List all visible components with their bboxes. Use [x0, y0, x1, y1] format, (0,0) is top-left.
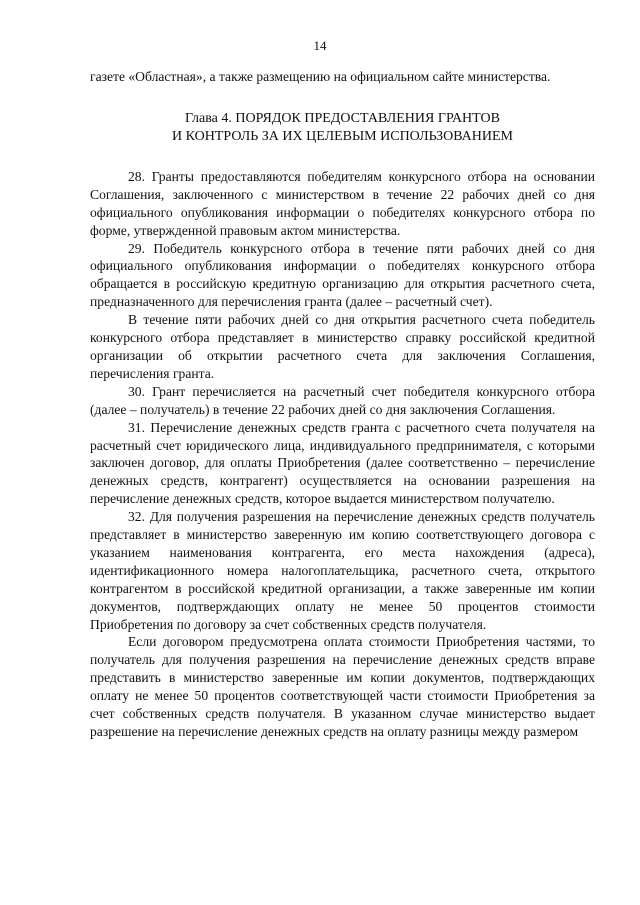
chapter-title: [90, 110, 595, 146]
paragraph-29-continuation: В течение пяти рабочих дней со дня открытия расчетного счета победитель конкурсного отбора представляет в министерство справку российской кредитной организации об открытии расчетного счета для заключения Соглашения, перечисления гранта.: [90, 312, 595, 381]
document-body: [90, 68, 595, 741]
page-number: 14: [313, 38, 327, 53]
paragraph-32: 32. Для получения разрешения на перечисление денежных средств получатель представляет в министерство заверенную им копию соответствующего договора с указанием наименования контрагента, его места нахождения (адреса), идентификационного номера налогоплательщика, расчетного счета, открытого контрагентом в российской кредитной организации, а также заверенные им копии документов, подтверждающих оплату не менее 50 процентов стоимости Приобретения по договору за счет собственных средств получателя.: [90, 509, 595, 632]
chapter-title-line-2: И КОНТРОЛЬ ЗА ИХ ЦЕЛЕВЫМ ИСПОЛЬЗОВАНИЕМ: [171, 128, 514, 144]
paragraph-32-continuation: Если договором предусмотрена оплата стоимости Приобретения частями, то получатель для получения разрешения на перечисление денежных средств вправе представить в министерство заверенные им копии документов, подтверждающих оплату не менее 50 процентов соответствующей части стоимости Приобретения за счет собственных средств получателя. В указанном случае министерство выдает разрешение на перечисление денежных средств на оплату разницы между размером: [90, 634, 595, 739]
paragraph-30: 30. Грант перечисляется на расчетный счет победителя конкурсного отбора (далее – получатель) в течение 22 рабочих дней со дня заключения Соглашения.: [90, 383, 595, 417]
lead-paragraph: газете «Областная», а также размещению на официальном сайте министерства.: [90, 69, 551, 84]
chapter-title-line-1: Глава 4. ПОРЯДОК ПРЕДОСТАВЛЕНИЯ ГРАНТОВ: [185, 110, 500, 126]
paragraph-29: 29. Победитель конкурсного отбора в течение пяти рабочих дней со дня официального опубликования информации о победителях конкурсного отбора обращается в российскую кредитную организацию для открытия расчетного счета, предназначенного для перечисления гранта (далее – расчетный счет).: [90, 240, 595, 310]
paragraph-28: 28. Гранты предоставляются победителям конкурсного отбора на основании Соглашения, заключенного с министерством в течение 22 рабочих дней со дня официального опубликования информации о победителях конкурсного отбора по форме, утвержденной правовым актом министерства.: [90, 168, 595, 238]
paragraph-31: 31. Перечисление денежных средств гранта с расчетного счета получателя на расчетный счет юридического лица, индивидуального предпринимателя, с которыми заключен договор, для оплаты Приобретения (далее соответственно – перечисление денежных средств, контрагент) осуществляется на основании разрешения на перечисление денежных средств, которое выдается министерством получателю.: [90, 419, 595, 507]
